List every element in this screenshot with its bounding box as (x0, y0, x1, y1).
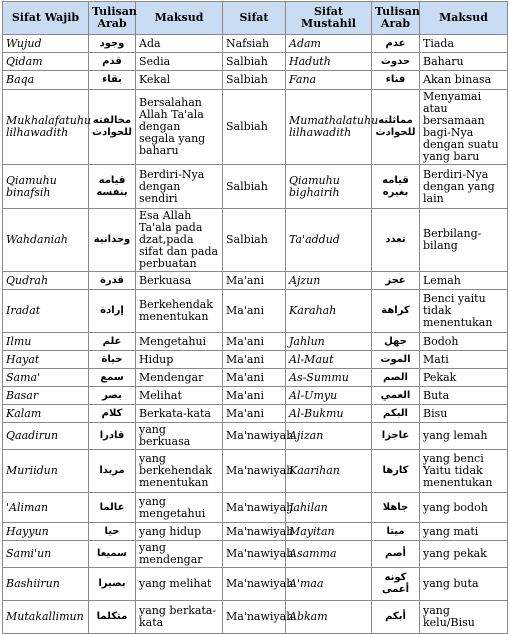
cell-sifat-mustahil: Asamma (286, 541, 372, 568)
cell-sifat: Ma'nawiyah (223, 541, 286, 568)
cell-sifat-wajib: Baqa (3, 71, 89, 90)
cell-sifat: Salbiah (223, 53, 286, 71)
table-row (3, 209, 508, 272)
cell-tulisan-arab-wajib: قيامه بنفسه (89, 165, 136, 209)
cell-sifat-mustahil: Adam (286, 35, 372, 53)
header-maksud-1: Maksud (136, 2, 223, 35)
table-row (3, 165, 508, 209)
cell-maksud-mustahil: Buta (420, 387, 508, 405)
cell-sifat: Ma'nawiyah (223, 568, 286, 601)
cell-sifat-wajib: Wahdaniah (3, 209, 89, 272)
cell-sifat: Ma'ani (223, 369, 286, 387)
cell-sifat-wajib: 'Aliman (3, 493, 89, 523)
cell-sifat: Ma'nawiyah (223, 493, 286, 523)
cell-sifat: Nafsiah (223, 35, 286, 53)
table-row (3, 290, 508, 333)
cell-sifat-wajib: Kalam (3, 405, 89, 423)
cell-maksud-mustahil: yang bodoh (420, 493, 508, 523)
cell-tulisan-arab-wajib: إرادة (89, 290, 136, 333)
cell-tulisan-arab-mustahil: عاجزا (372, 423, 420, 450)
cell-maksud-wajib: Sedia (136, 53, 223, 71)
cell-maksud-mustahil: Menyamai atau bersamaan bagi-Nya dengan suatu yang baru (420, 90, 508, 165)
cell-tulisan-arab-mustahil: مماثلته للحوادث (372, 90, 420, 165)
cell-tulisan-arab-mustahil: الموت (372, 351, 420, 369)
table-row (3, 369, 508, 387)
cell-tulisan-arab-wajib: قادرا (89, 423, 136, 450)
cell-maksud-mustahil: Benci yaitu tidak menentukan (420, 290, 508, 333)
cell-sifat-mustahil: Al-Bukmu (286, 405, 372, 423)
cell-tulisan-arab-mustahil: تعدد (372, 209, 420, 272)
cell-sifat-mustahil: A'maa (286, 568, 372, 601)
cell-sifat-mustahil: Fana (286, 71, 372, 90)
cell-maksud-wajib: yang melihat (136, 568, 223, 601)
header-sifat-wajib: Sifat Wajib (3, 2, 89, 35)
cell-sifat-wajib: Qidam (3, 53, 89, 71)
cell-sifat: Salbiah (223, 71, 286, 90)
cell-maksud-wajib: Kekal (136, 71, 223, 90)
cell-tulisan-arab-wajib: قدرة (89, 272, 136, 290)
cell-tulisan-arab-mustahil: كونه أعمى (372, 568, 420, 601)
header-maksud-2: Maksud (420, 2, 508, 35)
table-row (3, 405, 508, 423)
cell-maksud-wajib: Hidup (136, 351, 223, 369)
cell-tulisan-arab-mustahil: فناء (372, 71, 420, 90)
cell-tulisan-arab-wajib: بقاء (89, 71, 136, 90)
table-row (3, 568, 508, 601)
cell-maksud-wajib: Ada (136, 35, 223, 53)
table-row (3, 333, 508, 351)
cell-tulisan-arab-wajib: وحدانية (89, 209, 136, 272)
table-row (3, 541, 508, 568)
cell-maksud-wajib: yang berkuasa (136, 423, 223, 450)
cell-tulisan-arab-mustahil: البكم (372, 405, 420, 423)
cell-maksud-wajib: Esa Allah Ta'ala pada dzat,pada sifat dan pada perbuatan (136, 209, 223, 272)
cell-sifat-wajib: Qaadirun (3, 423, 89, 450)
cell-maksud-mustahil: yang benci Yaitu tidak menentukan (420, 450, 508, 493)
cell-sifat-mustahil: Jahlun (286, 333, 372, 351)
cell-maksud-wajib: yang mengetahui (136, 493, 223, 523)
cell-sifat: Ma'ani (223, 333, 286, 351)
cell-sifat: Salbiah (223, 90, 286, 165)
cell-sifat-wajib: Hayat (3, 351, 89, 369)
cell-maksud-mustahil: Berbilang-bilang (420, 209, 508, 272)
header-tulisan-arab-1: Tulisan Arab (89, 2, 136, 35)
cell-tulisan-arab-wajib: وجود (89, 35, 136, 53)
cell-sifat-wajib: Sami'un (3, 541, 89, 568)
cell-sifat: Ma'ani (223, 351, 286, 369)
cell-maksud-mustahil: Baharu (420, 53, 508, 71)
cell-tulisan-arab-wajib: حيا (89, 523, 136, 541)
cell-sifat-mustahil: As-Summu (286, 369, 372, 387)
cell-sifat: Salbiah (223, 165, 286, 209)
cell-sifat-mustahil: Abkam (286, 601, 372, 634)
cell-maksud-mustahil: yang buta (420, 568, 508, 601)
sifat-table (2, 1, 508, 634)
cell-sifat-wajib: Muriidun (3, 450, 89, 493)
cell-sifat-mustahil: Al-Umyu (286, 387, 372, 405)
cell-tulisan-arab-wajib: بصيرا (89, 568, 136, 601)
cell-tulisan-arab-mustahil: قيامه بغيره (372, 165, 420, 209)
cell-tulisan-arab-wajib: متكلما (89, 601, 136, 634)
header-row (3, 2, 508, 35)
cell-sifat-mustahil: Ta'addud (286, 209, 372, 272)
cell-tulisan-arab-mustahil: جاهلا (372, 493, 420, 523)
cell-sifat-mustahil: Mayitan (286, 523, 372, 541)
cell-maksud-mustahil: Bodoh (420, 333, 508, 351)
cell-sifat: Salbiah (223, 209, 286, 272)
cell-sifat-wajib: Iradat (3, 290, 89, 333)
cell-tulisan-arab-mustahil: عجز (372, 272, 420, 290)
cell-tulisan-arab-mustahil: الصم (372, 369, 420, 387)
cell-sifat-mustahil: Al-Maut (286, 351, 372, 369)
table-row (3, 90, 508, 165)
table-row (3, 493, 508, 523)
cell-maksud-mustahil: yang lemah (420, 423, 508, 450)
cell-sifat: Ma'nawiyah (223, 601, 286, 634)
cell-maksud-wajib: Berkehendak menentukan (136, 290, 223, 333)
table-row (3, 423, 508, 450)
table-row (3, 523, 508, 541)
cell-tulisan-arab-mustahil: أصم (372, 541, 420, 568)
cell-tulisan-arab-wajib: كلام (89, 405, 136, 423)
cell-maksud-wajib: Bersalahan Allah Ta'ala dengan segala yang baharu (136, 90, 223, 165)
table-row (3, 71, 508, 90)
cell-maksud-mustahil: yang mati (420, 523, 508, 541)
cell-maksud-mustahil: Mati (420, 351, 508, 369)
cell-tulisan-arab-wajib: حياة (89, 351, 136, 369)
cell-tulisan-arab-wajib: مخالفته للحوادث (89, 90, 136, 165)
cell-sifat: Ma'ani (223, 387, 286, 405)
cell-tulisan-arab-wajib: بصر (89, 387, 136, 405)
cell-tulisan-arab-mustahil: أبكم (372, 601, 420, 634)
cell-maksud-wajib: Mengetahui (136, 333, 223, 351)
cell-sifat-wajib: Mutakallimun (3, 601, 89, 634)
cell-sifat-wajib: Hayyun (3, 523, 89, 541)
cell-maksud-mustahil: Bisu (420, 405, 508, 423)
cell-tulisan-arab-wajib: سميعا (89, 541, 136, 568)
cell-sifat: Ma'ani (223, 290, 286, 333)
table-row (3, 450, 508, 493)
cell-maksud-mustahil: Tiada (420, 35, 508, 53)
cell-sifat-wajib: Wujud (3, 35, 89, 53)
table-row (3, 35, 508, 53)
cell-tulisan-arab-wajib: سمع (89, 369, 136, 387)
cell-sifat-wajib: Bashiirun (3, 568, 89, 601)
cell-tulisan-arab-mustahil: حدوث (372, 53, 420, 71)
cell-maksud-wajib: Berdiri-Nya dengan sendiri (136, 165, 223, 209)
cell-sifat-mustahil: Ajizan (286, 423, 372, 450)
cell-sifat-mustahil: Jahilan (286, 493, 372, 523)
cell-maksud-wajib: yang berkehendak menentukan (136, 450, 223, 493)
cell-maksud-wajib: yang hidup (136, 523, 223, 541)
cell-maksud-mustahil: Akan binasa (420, 71, 508, 90)
cell-sifat-wajib: Qudrah (3, 272, 89, 290)
cell-tulisan-arab-mustahil: جهل (372, 333, 420, 351)
cell-tulisan-arab-wajib: عالما (89, 493, 136, 523)
cell-tulisan-arab-wajib: علم (89, 333, 136, 351)
table-row (3, 387, 508, 405)
cell-sifat-wajib: Ilmu (3, 333, 89, 351)
cell-sifat: Ma'nawiyah (223, 423, 286, 450)
cell-tulisan-arab-wajib: قدم (89, 53, 136, 71)
cell-tulisan-arab-mustahil: عدم (372, 35, 420, 53)
cell-tulisan-arab-wajib: مريدا (89, 450, 136, 493)
table-row (3, 53, 508, 71)
header-tulisan-arab-2: Tulisan Arab (372, 2, 420, 35)
cell-maksud-wajib: yang mendengar (136, 541, 223, 568)
cell-sifat: Ma'nawiyah (223, 450, 286, 493)
cell-sifat-mustahil: Kaarihan (286, 450, 372, 493)
cell-tulisan-arab-mustahil: كراهة (372, 290, 420, 333)
cell-sifat-mustahil: Haduth (286, 53, 372, 71)
cell-maksud-wajib: Mendengar (136, 369, 223, 387)
cell-sifat-mustahil: Karahah (286, 290, 372, 333)
cell-maksud-mustahil: yang pekak (420, 541, 508, 568)
cell-sifat: Ma'nawiyah (223, 523, 286, 541)
cell-maksud-wajib: Berkuasa (136, 272, 223, 290)
cell-maksud-mustahil: Berdiri-Nya dengan yang lain (420, 165, 508, 209)
cell-maksud-mustahil: yang kelu/Bisu (420, 601, 508, 634)
cell-sifat-mustahil: Ajzun (286, 272, 372, 290)
cell-sifat-mustahil: Qiamuhu bighairih (286, 165, 372, 209)
cell-sifat-wajib: Sama' (3, 369, 89, 387)
cell-sifat-mustahil: Mumathalatuhu lilhawadith (286, 90, 372, 165)
table-row (3, 351, 508, 369)
cell-maksud-wajib: yang berkata-kata (136, 601, 223, 634)
cell-maksud-wajib: Melihat (136, 387, 223, 405)
table-row (3, 272, 508, 290)
header-sifat-mustahil: Sifat Mustahil (286, 2, 372, 35)
cell-maksud-mustahil: Lemah (420, 272, 508, 290)
cell-sifat-wajib: Basar (3, 387, 89, 405)
cell-tulisan-arab-mustahil: كارها (372, 450, 420, 493)
cell-maksud-mustahil: Pekak (420, 369, 508, 387)
cell-tulisan-arab-mustahil: العمي (372, 387, 420, 405)
cell-sifat-wajib: Qiamuhu binafsih (3, 165, 89, 209)
cell-maksud-wajib: Berkata-kata (136, 405, 223, 423)
cell-sifat: Ma'ani (223, 405, 286, 423)
cell-sifat: Ma'ani (223, 272, 286, 290)
cell-tulisan-arab-mustahil: ميتا (372, 523, 420, 541)
cell-sifat-wajib: Mukhalafatuhu lilhawadith (3, 90, 89, 165)
header-sifat: Sifat (223, 2, 286, 35)
table-row (3, 601, 508, 634)
